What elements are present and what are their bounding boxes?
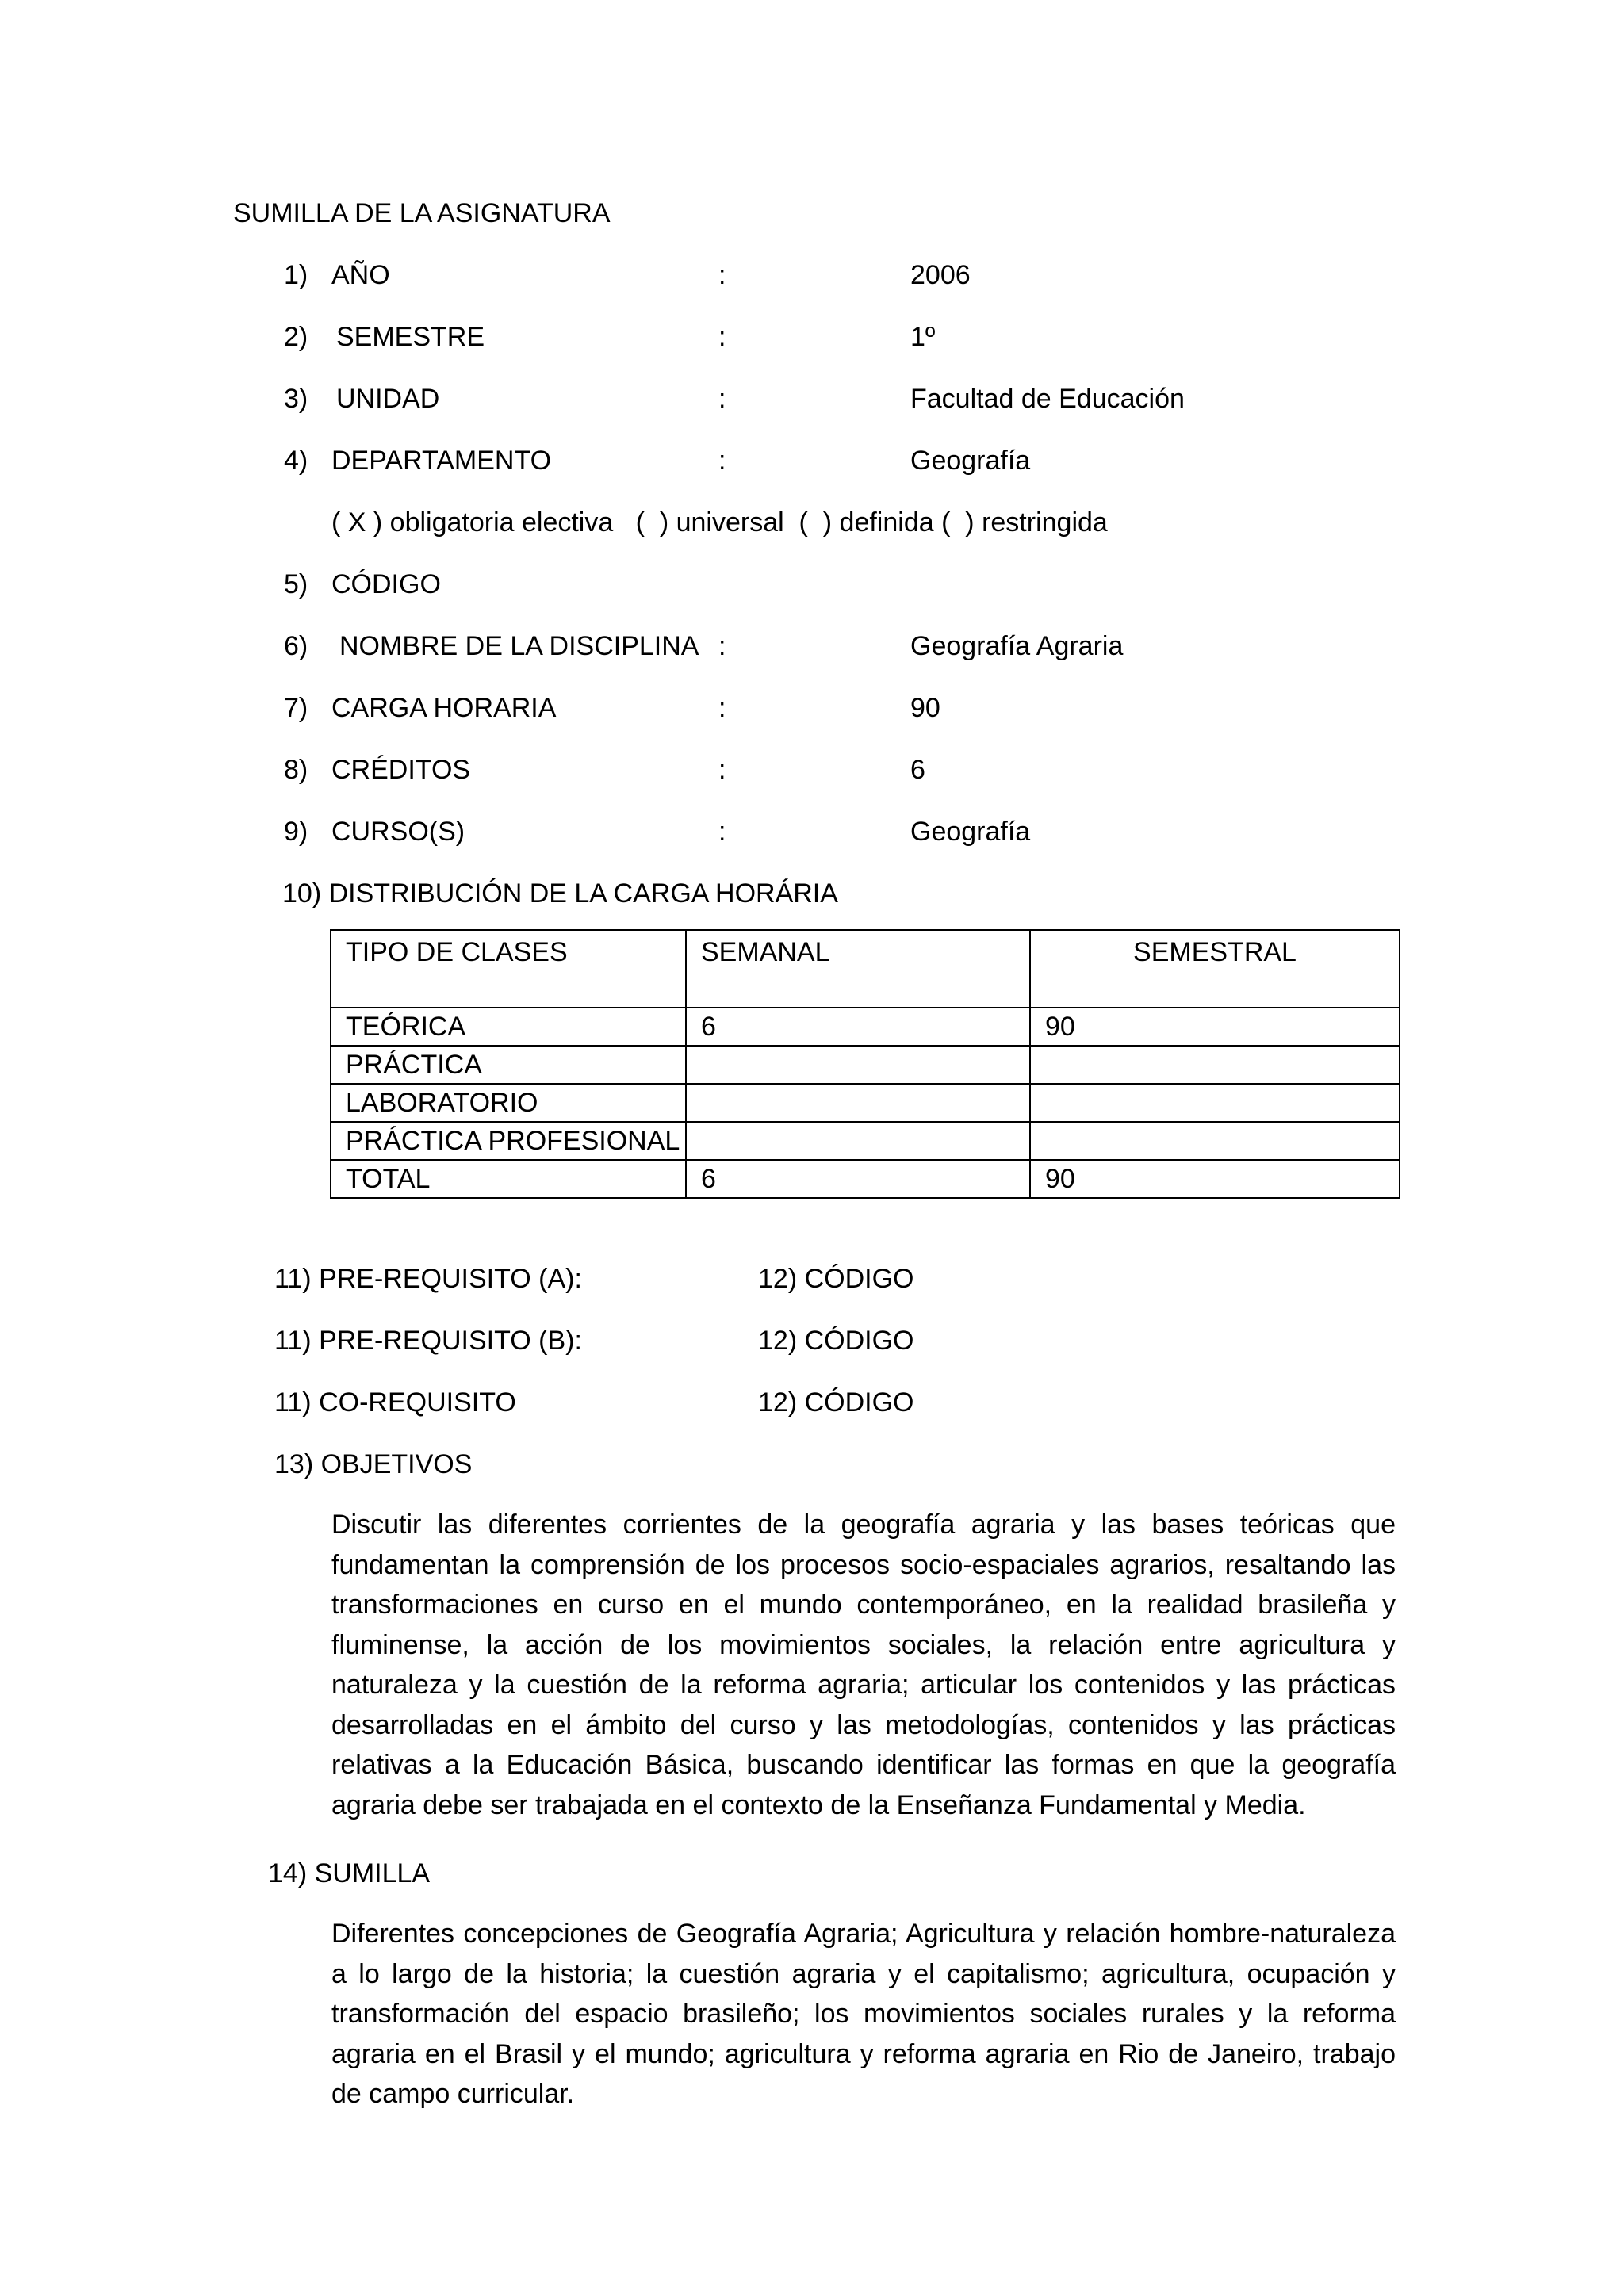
table-row — [331, 1122, 1400, 1160]
document-title: SUMILLA DE LA ASIGNATURA — [233, 198, 611, 228]
field-number: 5) — [284, 569, 308, 599]
field-label: UNIDAD — [336, 384, 440, 414]
field-separator: : — [718, 755, 726, 785]
table-cell: TOTAL — [331, 1160, 686, 1198]
field-separator: : — [718, 446, 726, 476]
requisite-label: 11) PRE-REQUISITO (A): — [274, 1264, 582, 1294]
field-number: 2) — [284, 322, 308, 352]
table-cell — [1030, 1046, 1400, 1084]
field-value: 2006 — [910, 260, 971, 290]
requisite-label: 11) CO-REQUISITO — [274, 1387, 516, 1418]
table-cell: PRÁCTICA PROFESIONAL — [331, 1122, 686, 1160]
field-separator: : — [718, 260, 726, 290]
objectives-heading: 13) OBJETIVOS — [274, 1449, 473, 1479]
field-value: Geografía — [910, 817, 1031, 847]
field-value: 1º — [910, 322, 936, 352]
table-row — [331, 1160, 1400, 1198]
field-number: 7) — [284, 693, 308, 723]
table-row — [331, 1046, 1400, 1084]
field-label: CRÉDITOS — [331, 755, 471, 785]
field-number: 6) — [284, 631, 308, 661]
workload-table — [330, 929, 1400, 1199]
field-label: SEMESTRE — [336, 322, 485, 352]
field-label: CARGA HORARIA — [331, 693, 557, 723]
distribution-heading: 10) DISTRIBUCIÓN DE LA CARGA HORÁRIA — [282, 878, 838, 909]
table-cell — [686, 1122, 1030, 1160]
field-value: Geografía Agraria — [910, 631, 1124, 661]
table-cell: 90 — [1030, 1008, 1400, 1046]
objectives-text: Discutir las diferentes corrientes de la geografía agraria y las bases teóricas que fundamentan la comprensión de los procesos socio-espaciales agrarios, resaltando las transformaciones en curso en el mundo contemporáneo, en la realidad brasileña y fluminense, la acción de los movimientos sociales, la relación entre agricultura y naturaleza y la cuestión de la reforma agraria; articular los contenidos y las prácticas desarrolladas en el ámbito del curso y las metodologías, contenidos y las prácticas relativas a la Educación Básica, buscando identificar las formas en que la geografía agraria debe ser trabajada en el contexto de la Enseñanza Fundamental y Media. — [331, 1510, 1396, 1820]
table-header-cell: SEMESTRAL — [1030, 930, 1400, 1008]
field-separator: : — [718, 817, 726, 847]
field-number: 1) — [284, 260, 308, 290]
field-number: 3) — [284, 384, 308, 414]
table-header-cell: SEMANAL — [686, 930, 1030, 1008]
summary-text: Diferentes concepciones de Geografía Agraria; Agricultura y relación hombre-naturaleza a lo largo de la historia; la cuestión agraria y el capitalismo; agricultura, ocupación y transformación del espacio brasileño; los movimientos sociales rurales y la reforma agraria en el Brasil y el mundo; agricultura y reforma agraria en Rio de Janeiro, trabajo de campo curricular. — [331, 1919, 1396, 2109]
field-separator: : — [718, 631, 726, 661]
field-label: CÓDIGO — [331, 569, 441, 599]
table-cell: TEÓRICA — [331, 1008, 686, 1046]
field-number: 8) — [284, 755, 308, 785]
summary-heading: 14) SUMILLA — [268, 1858, 431, 1888]
field-separator: : — [718, 384, 726, 414]
field-value: Facultad de Educación — [910, 384, 1185, 414]
requisite-code: 12) CÓDIGO — [758, 1264, 914, 1294]
field-separator: : — [718, 693, 726, 723]
table-row — [331, 1084, 1400, 1122]
course-type-options: ( X ) obligatoria electiva ( ) universal ( ) definida ( ) restringida — [331, 507, 1108, 538]
table-row — [331, 1008, 1400, 1046]
field-label: AÑO — [331, 260, 390, 290]
field-value: Geografía — [910, 446, 1031, 476]
field-label: NOMBRE DE LA DISCIPLINA — [339, 631, 699, 661]
field-separator: : — [718, 322, 726, 352]
table-cell: 6 — [686, 1008, 1030, 1046]
requisite-code: 12) CÓDIGO — [758, 1387, 914, 1418]
table-cell — [1030, 1084, 1400, 1122]
requisite-label: 11) PRE-REQUISITO (B): — [274, 1326, 582, 1356]
table-cell: LABORATORIO — [331, 1084, 686, 1122]
field-value: 90 — [910, 693, 940, 723]
field-label: CURSO(S) — [331, 817, 465, 847]
field-label: DEPARTAMENTO — [331, 446, 552, 476]
field-number: 4) — [284, 446, 308, 476]
field-number: 9) — [284, 817, 308, 847]
requisite-code: 12) CÓDIGO — [758, 1326, 914, 1356]
table-cell: PRÁCTICA — [331, 1046, 686, 1084]
table-header-row — [331, 930, 1400, 1008]
table-header-cell: TIPO DE CLASES — [331, 930, 686, 1008]
table-cell — [686, 1084, 1030, 1122]
field-value: 6 — [910, 755, 925, 785]
table-cell — [1030, 1122, 1400, 1160]
table-cell: 6 — [686, 1160, 1030, 1198]
table-cell — [686, 1046, 1030, 1084]
table-cell: 90 — [1030, 1160, 1400, 1198]
